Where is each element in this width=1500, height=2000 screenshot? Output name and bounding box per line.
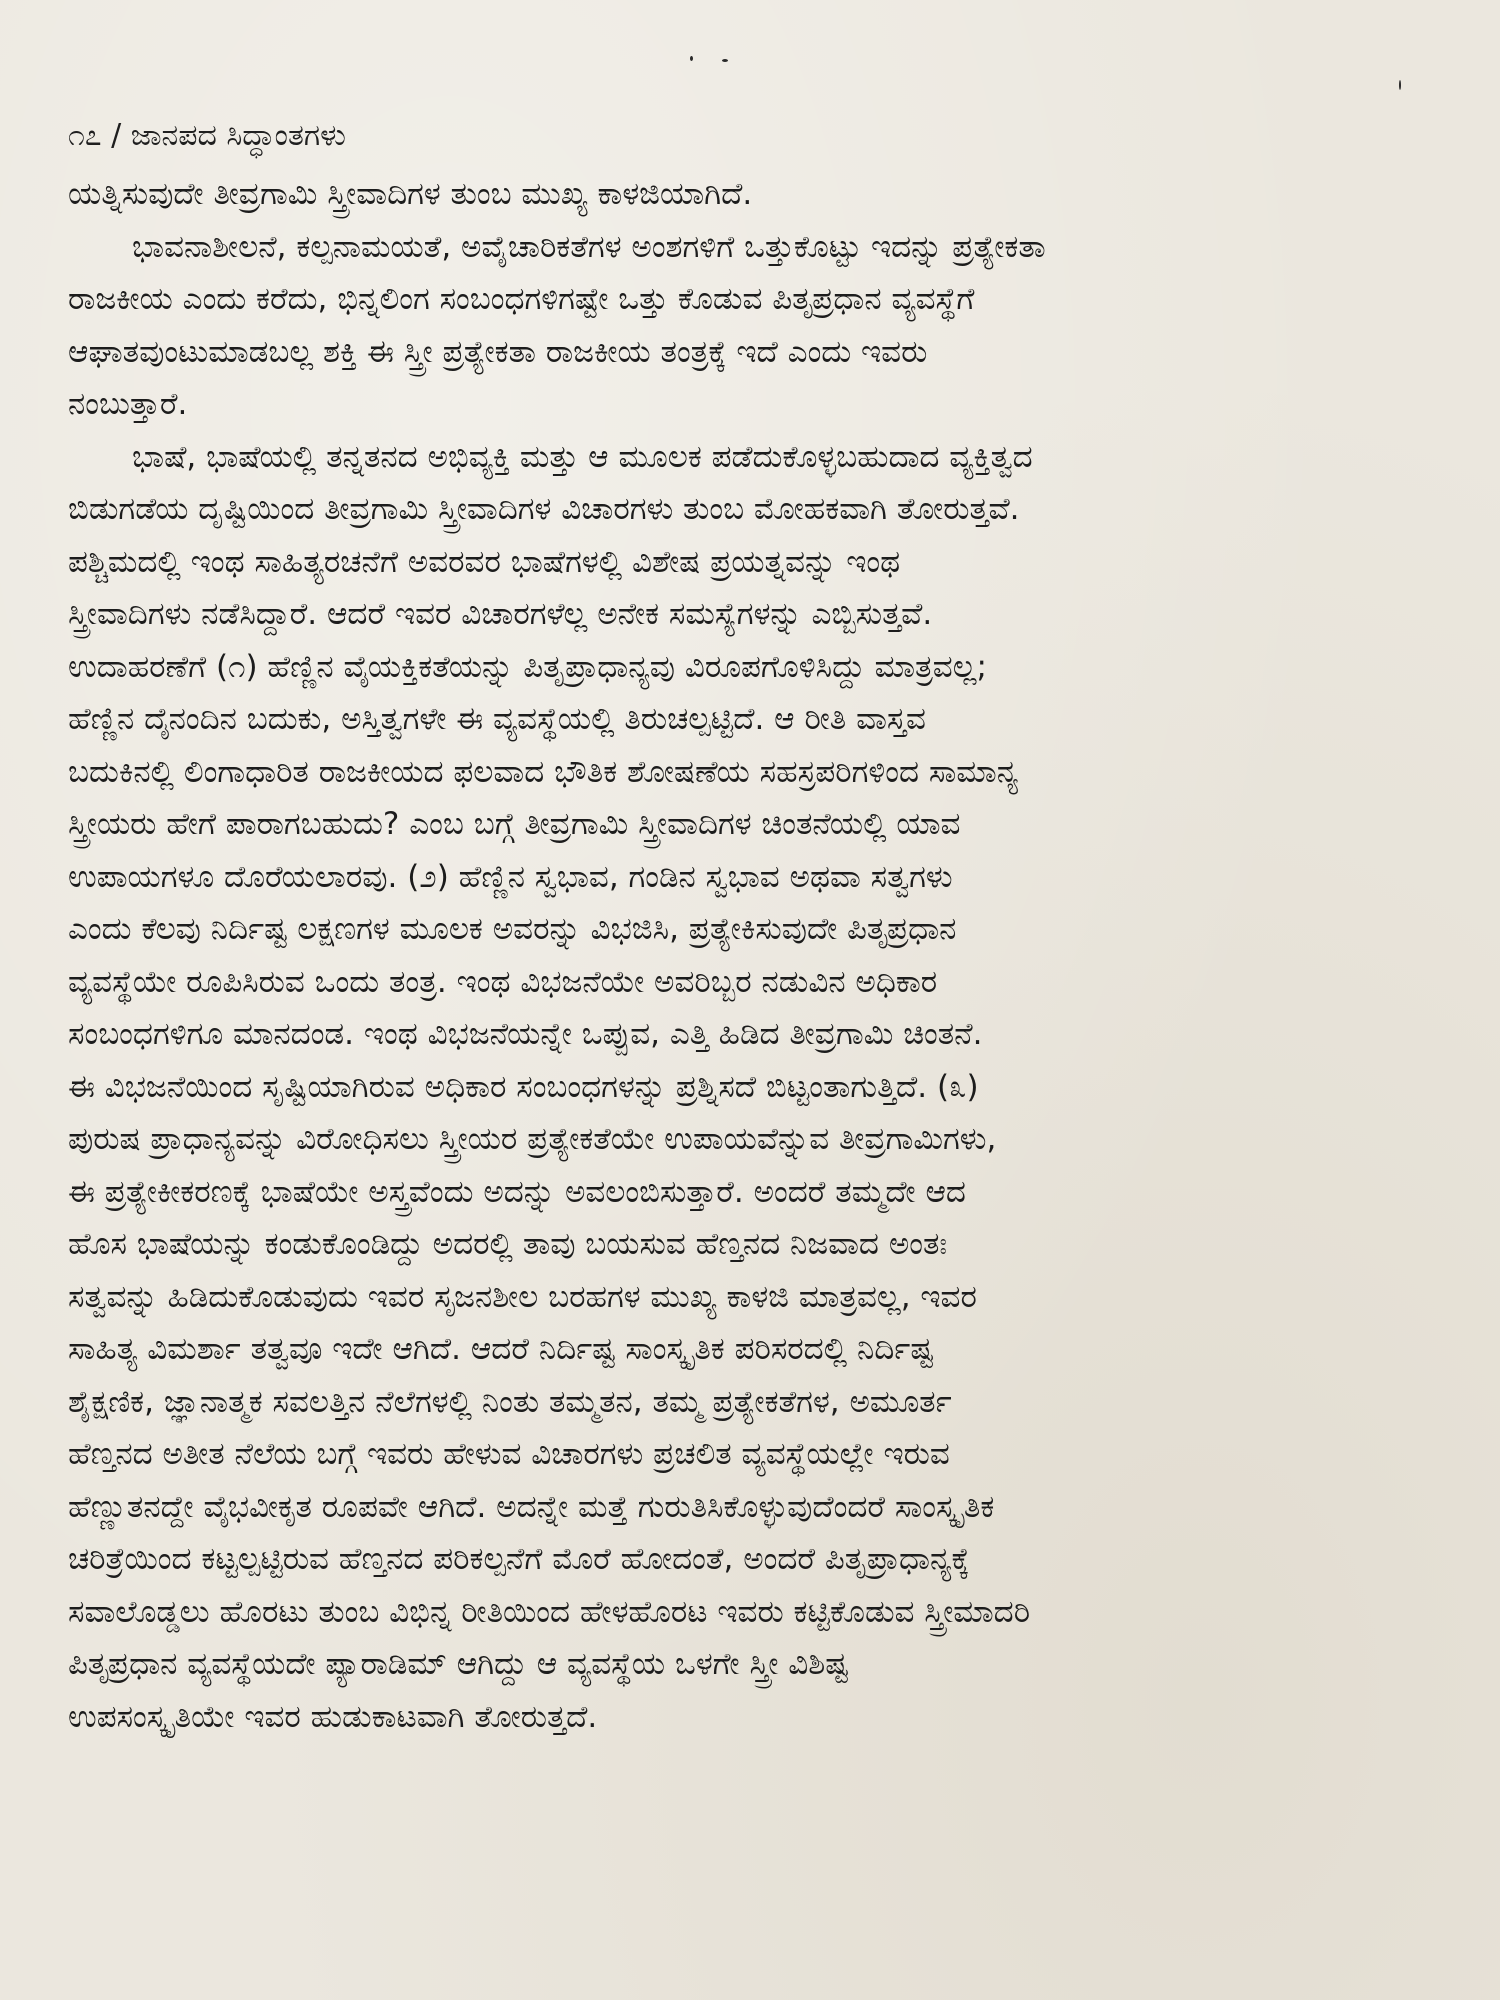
print-speck [1399, 80, 1401, 90]
text-line: ಪುರುಷ ಪ್ರಾಧಾನ್ಯವನ್ನು ವಿರೋಧಿಸಲು ಸ್ತ್ರೀಯರ ಪ್ರತ್ಯೇಕತೆಯೇ ಉಪಾಯವೆನ್ನುವ ತೀವ್ರಗಾಮಿಗಳು, [68, 1121, 997, 1157]
text-line: ಆಘಾತವುಂಟುಮಾಡಬಲ್ಲ ಶಕ್ತಿ ಈ ಸ್ತ್ರೀ ಪ್ರತ್ಯೇಕತಾ ರಾಜಕೀಯ ತಂತ್ರಕ್ಕೆ ಇದೆ ಎಂದು ಇವರು [68, 333, 928, 370]
text-line: ರಾಜಕೀಯ ಎಂದು ಕರೆದು, ಭಿನ್ನಲಿಂಗ ಸಂಬಂಧಗಳಿಗಷ್ಟೇ ಒತ್ತು ಕೊಡುವ ಪಿತೃಪ್ರಧಾನ ವ್ಯವಸ್ಥೆಗೆ [68, 281, 975, 317]
text-line: ವ್ಯವಸ್ಥೆಯೇ ರೂಪಿಸಿರುವ ಒಂದು ತಂತ್ರ. ಇಂಥ ವಿಭಜನೆಯೇ ಅವರಿಬ್ಬರ ನಡುವಿನ ಅಧಿಕಾರ [68, 963, 938, 1000]
text-line: ಪಶ್ಚಿಮದಲ್ಲಿ ಇಂಥ ಸಾಹಿತ್ಯರಚನೆಗೆ ಅವರವರ ಭಾಷೆಗಳಲ್ಲಿ ವಿಶೇಷ ಪ್ರಯತ್ನವನ್ನು ಇಂಥ [68, 543, 901, 580]
text-line: ಈ ಪ್ರತ್ಯೇಕೀಕರಣಕ್ಕೆ ಭಾಷೆಯೇ ಅಸ್ತ್ರವೆಂದು ಅದನ್ನು ಅವಲಂಬಿಸುತ್ತಾರೆ. ಅಂದರೆ ತಮ್ಮದೇ ಆದ [68, 1173, 966, 1210]
text-line: ಹೆಣ್ತನದ ಅತೀತ ನೆಲೆಯ ಬಗ್ಗೆ ಇವರು ಹೇಳುವ ವಿಚಾರಗಳು ಪ್ರಚಲಿತ ವ್ಯವಸ್ಥೆಯಲ್ಲೇ ಇರುವ [68, 1436, 950, 1472]
body-text [68, 168, 1468, 1743]
text-line: ಪಿತೃಪ್ರಧಾನ ವ್ಯವಸ್ಥೆಯದೇ ಪ್ಯಾರಾಡಿಮ್ ಆಗಿದ್ದು ಆ ವ್ಯವಸ್ಥೆಯ ಒಳಗೇ ಸ್ತ್ರೀ ವಿಶಿಷ್ಟ [68, 1646, 849, 1682]
text-line: ಎಂದು ಕೆಲವು ನಿರ್ದಿಷ್ಟ ಲಕ್ಷಣಗಳ ಮೂಲಕ ಅವರನ್ನು ವಿಭಜಿಸಿ, ಪ್ರತ್ಯೇಕಿಸುವುದೇ ಪಿತೃಪ್ರಧಾನ [68, 911, 957, 947]
running-head: ೧೭ / ಜಾನಪದ ಸಿದ್ಧಾಂತಗಳು [68, 118, 346, 153]
text-line: ಉಪಸಂಸ್ಕೃತಿಯೇ ಇವರ ಹುಡುಕಾಟವಾಗಿ ತೋರುತ್ತದೆ. [68, 1698, 598, 1735]
text-line: ಶೈಕ್ಷಣಿಕ, ಜ್ಞಾನಾತ್ಮಕ ಸವಲತ್ತಿನ ನೆಲೆಗಳಲ್ಲಿ ನಿಂತು ತಮ್ಮತನ, ತಮ್ಮ ಪ್ರತ್ಯೇಕತೆಗಳ, ಅಮೂರ್ತ [68, 1383, 952, 1420]
print-speck [690, 56, 693, 61]
text-line: ಸತ್ವವನ್ನು ಹಿಡಿದುಕೊಡುವುದು ಇವರ ಸೃಜನಶೀಲ ಬರಹಗಳ ಮುಖ್ಯ ಕಾಳಜಿ ಮಾತ್ರವಲ್ಲ, ಇವರ [68, 1278, 977, 1315]
text-line: ಯತ್ನಿಸುವುದೇ ತೀವ್ರಗಾಮಿ ಸ್ತ್ರೀವಾದಿಗಳ ತುಂಬ ಮುಖ್ಯ ಕಾಳಜಿಯಾಗಿದೆ. [68, 176, 753, 212]
text-line: ಸ್ತ್ರೀಯರು ಹೇಗೆ ಪಾರಾಗಬಹುದು? ಎಂಬ ಬಗ್ಗೆ ತೀವ್ರಗಾಮಿ ಸ್ತ್ರೀವಾದಿಗಳ ಚಿಂತನೆಯಲ್ಲಿ ಯಾವ [68, 806, 961, 842]
text-line: ಸಂಬಂಧಗಳಿಗೂ ಮಾನದಂಡ. ಇಂಥ ವಿಭಜನೆಯನ್ನೇ ಒಪ್ಪುವ, ಎತ್ತಿ ಹಿಡಿದ ತೀವ್ರಗಾಮಿ ಚಿಂತನೆ. [68, 1016, 983, 1052]
text-line: ಹೆಣ್ಣಿನ ದೈನಂದಿನ ಬದುಕು, ಅಸ್ತಿತ್ವಗಳೇ ಈ ವ್ಯವಸ್ಥೆಯಲ್ಲಿ ತಿರುಚಲ್ಪಟ್ಟಿದೆ. ಆ ರೀತಿ ವಾಸ್ತವ [68, 701, 926, 737]
text-line: ಸ್ತ್ರೀವಾದಿಗಳು ನಡೆಸಿದ್ದಾರೆ. ಆದರೆ ಇವರ ವಿಚಾರಗಳೆಲ್ಲ ಅನೇಕ ಸಮಸ್ಯೆಗಳನ್ನು ಎಬ್ಬಿಸುತ್ತವೆ. [68, 596, 933, 632]
text-line: ಬಿಡುಗಡೆಯ ದೃಷ್ಟಿಯಿಂದ ತೀವ್ರಗಾಮಿ ಸ್ತ್ರೀವಾದಿಗಳ ವಿಚಾರಗಳು ತುಂಬ ಮೋಹಕವಾಗಿ ತೋರುತ್ತವೆ. [68, 491, 1020, 527]
text-line: ಸವಾಲೊಡ್ಡಲು ಹೊರಟು ತುಂಬ ವಿಭಿನ್ನ ರೀತಿಯಿಂದ ಹೇಳಹೊರಟ ಇವರು ಕಟ್ಟಿಕೊಡುವ ಸ್ತ್ರೀಮಾದರಿ [68, 1593, 1031, 1630]
text-line: ಹೆಣ್ಣುತನದ್ದೇ ವೈಭವೀಕೃತ ರೂಪವೇ ಆಗಿದೆ. ಅದನ್ನೇ ಮತ್ತೆ ಗುರುತಿಸಿಕೊಳ್ಳುವುದೆಂದರೆ ಸಾಂಸ್ಕೃತಿಕ [68, 1488, 995, 1525]
text-line: ಉಪಾಯಗಳೂ ದೊರೆಯಲಾರವು. (೨) ಹೆಣ್ಣಿನ ಸ್ವಭಾವ, ಗಂಡಿನ ಸ್ವಭಾವ ಅಥವಾ ಸತ್ವಗಳು [68, 858, 953, 895]
text-line: ನಂಬುತ್ತಾರೆ. [68, 386, 188, 422]
text-line: ಚರಿತ್ರೆಯಿಂದ ಕಟ್ಟಲ್ಪಟ್ಟಿರುವ ಹೆಣ್ತನದ ಪರಿಕಲ್ಪನೆಗೆ ಮೊರೆ ಹೋದಂತೆ, ಅಂದರೆ ಪಿತೃಪ್ರಾಧಾನ್ಯಕ್ಕೆ [68, 1541, 970, 1577]
print-speck [722, 59, 728, 62]
text-line: ಈ ವಿಭಜನೆಯಿಂದ ಸೃಷ್ಟಿಯಾಗಿರುವ ಅಧಿಕಾರ ಸಂಬಂಧಗಳನ್ನು ಪ್ರಶ್ನಿಸದೆ ಬಿಟ್ಟಂತಾಗುತ್ತಿದೆ. (೩) [68, 1068, 979, 1105]
text-line: ಉದಾಹರಣೆಗೆ (೧) ಹೆಣ್ಣಿನ ವೈಯಕ್ತಿಕತೆಯನ್ನು ಪಿತೃಪ್ರಾಧಾನ್ಯವು ವಿರೂಪಗೊಳಿಸಿದ್ದು ಮಾತ್ರವಲ್ಲ; [68, 648, 987, 685]
text-line: ಭಾವನಾಶೀಲನೆ, ಕಲ್ಪನಾಮಯತೆ, ಅವೈಚಾರಿಕತೆಗಳ ಅಂಶಗಳಿಗೆ ಒತ್ತುಕೊಟ್ಟು ಇದನ್ನು ಪ್ರತ್ಯೇಕತಾ [132, 228, 1046, 265]
text-line: ಭಾಷೆ, ಭಾಷೆಯಲ್ಲಿ ತನ್ನತನದ ಅಭಿವ್ಯಕ್ತಿ ಮತ್ತು ಆ ಮೂಲಕ ಪಡೆದುಕೊಳ್ಳಬಹುದಾದ ವ್ಯಕ್ತಿತ್ವದ [132, 438, 1033, 475]
text-line: ಸಾಹಿತ್ಯ ವಿಮರ್ಶಾ ತತ್ವವೂ ಇದೇ ಆಗಿದೆ. ಆದರೆ ನಿರ್ದಿಷ್ಟ ಸಾಂಸ್ಕೃತಿಕ ಪರಿಸರದಲ್ಲಿ ನಿರ್ದಿಷ್ಟ [68, 1331, 934, 1367]
text-line: ಬದುಕಿನಲ್ಲಿ ಲಿಂಗಾಧಾರಿತ ರಾಜಕೀಯದ ಫಲವಾದ ಭೌತಿಕ ಶೋಷಣೆಯ ಸಹಸ್ರಪರಿಗಳಿಂದ ಸಾಮಾನ್ಯ [68, 753, 1019, 790]
text-line: ಹೊಸ ಭಾಷೆಯನ್ನು ಕಂಡುಕೊಂಡಿದ್ದು ಅದರಲ್ಲಿ ತಾವು ಬಯಸುವ ಹೆಣ್ತನದ ನಿಜವಾದ ಅಂತಃ [68, 1226, 948, 1262]
